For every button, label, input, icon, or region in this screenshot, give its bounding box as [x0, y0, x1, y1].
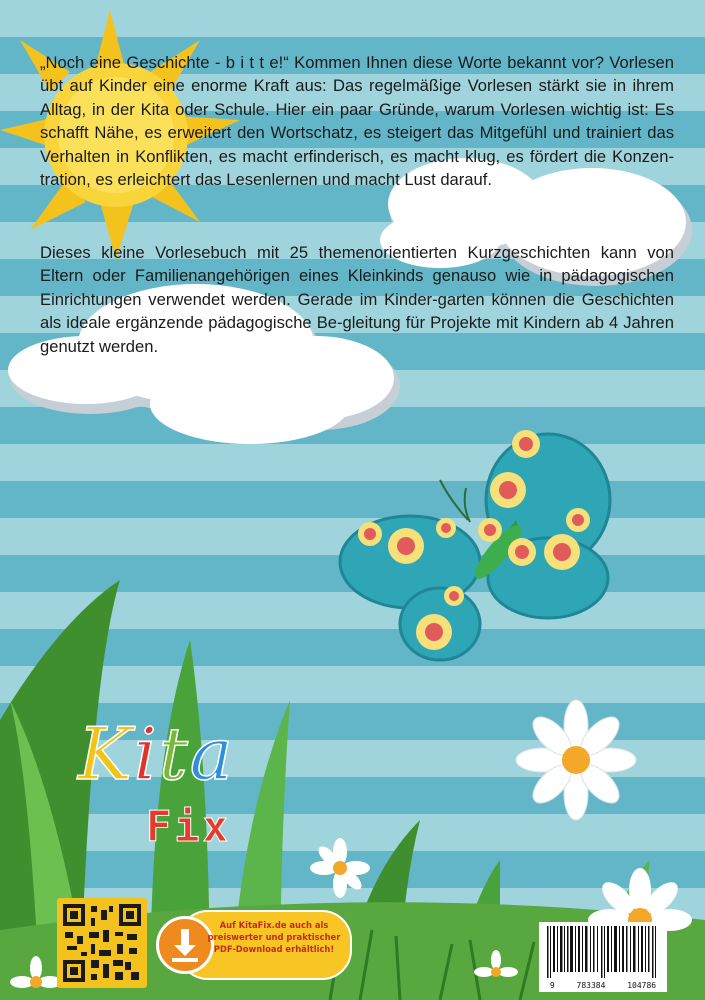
promo-line-3: PDF-Download erhältlich!	[213, 944, 335, 954]
blurb-paragraph-2: Dieses kleine Vorlesebuch mit 25 themenorientierten Kurzgeschichten kann von Eltern oder Familienangehörigen eines Kleinkinds genauso wie in pädagogischen Einrichtungen verwendet werden. Gerade im Kinder-garten können die Geschichten als ideale ergänzende pädagogische Be-gleitung für Projekte mit Kindern ab 4 Jahren genutzt werden.	[40, 243, 674, 356]
promo-line-1: Auf KitaFix.de auch als	[219, 920, 329, 930]
logo-letter-i: i	[133, 712, 159, 796]
isbn-barcode	[539, 922, 667, 992]
promo-text	[204, 919, 344, 955]
download-promo[interactable]	[156, 906, 352, 980]
blurb-paragraph-1: „Noch eine Geschichte - b i t t e!“ Kommen Ihnen diese Worte bekannt vor? Vorlesen übt auf Kinder eine enorme Kraft aus: Das regelmäßige Vorlesen stärkt sie in ihrem Alltag, in der Kita oder Schule. Hier ein paar Gründe, warum Vorlesen wichtig ist: Es schafft Nähe, es erweitert den Wortschatz, es steigert das Mitgefühl und trainiert das Verhalten in Konflikten, es macht erfinderisch, es macht klug, es fördert die Konzen-tration, es erleichtert das Lesenlernen und macht Lust darauf.	[40, 53, 674, 190]
barcode-group-3: 104786	[627, 981, 657, 990]
qr-code-icon	[63, 904, 141, 982]
qr-code[interactable]	[57, 898, 147, 988]
barcode-group-1: 9	[549, 981, 555, 990]
butterfly-icon	[340, 430, 610, 660]
barcode-digits	[539, 981, 667, 990]
logo-letter-k: K	[78, 712, 134, 796]
promo-line-2: preiswerter und praktischer	[207, 932, 341, 942]
fix-logo: Fix	[146, 802, 231, 851]
logo-letter-t: t	[158, 712, 190, 796]
kita-logo	[78, 712, 235, 796]
logo-letter-a: a	[189, 712, 235, 796]
barcode-group-2: 783384	[576, 981, 606, 990]
barcode-bars	[539, 922, 667, 980]
